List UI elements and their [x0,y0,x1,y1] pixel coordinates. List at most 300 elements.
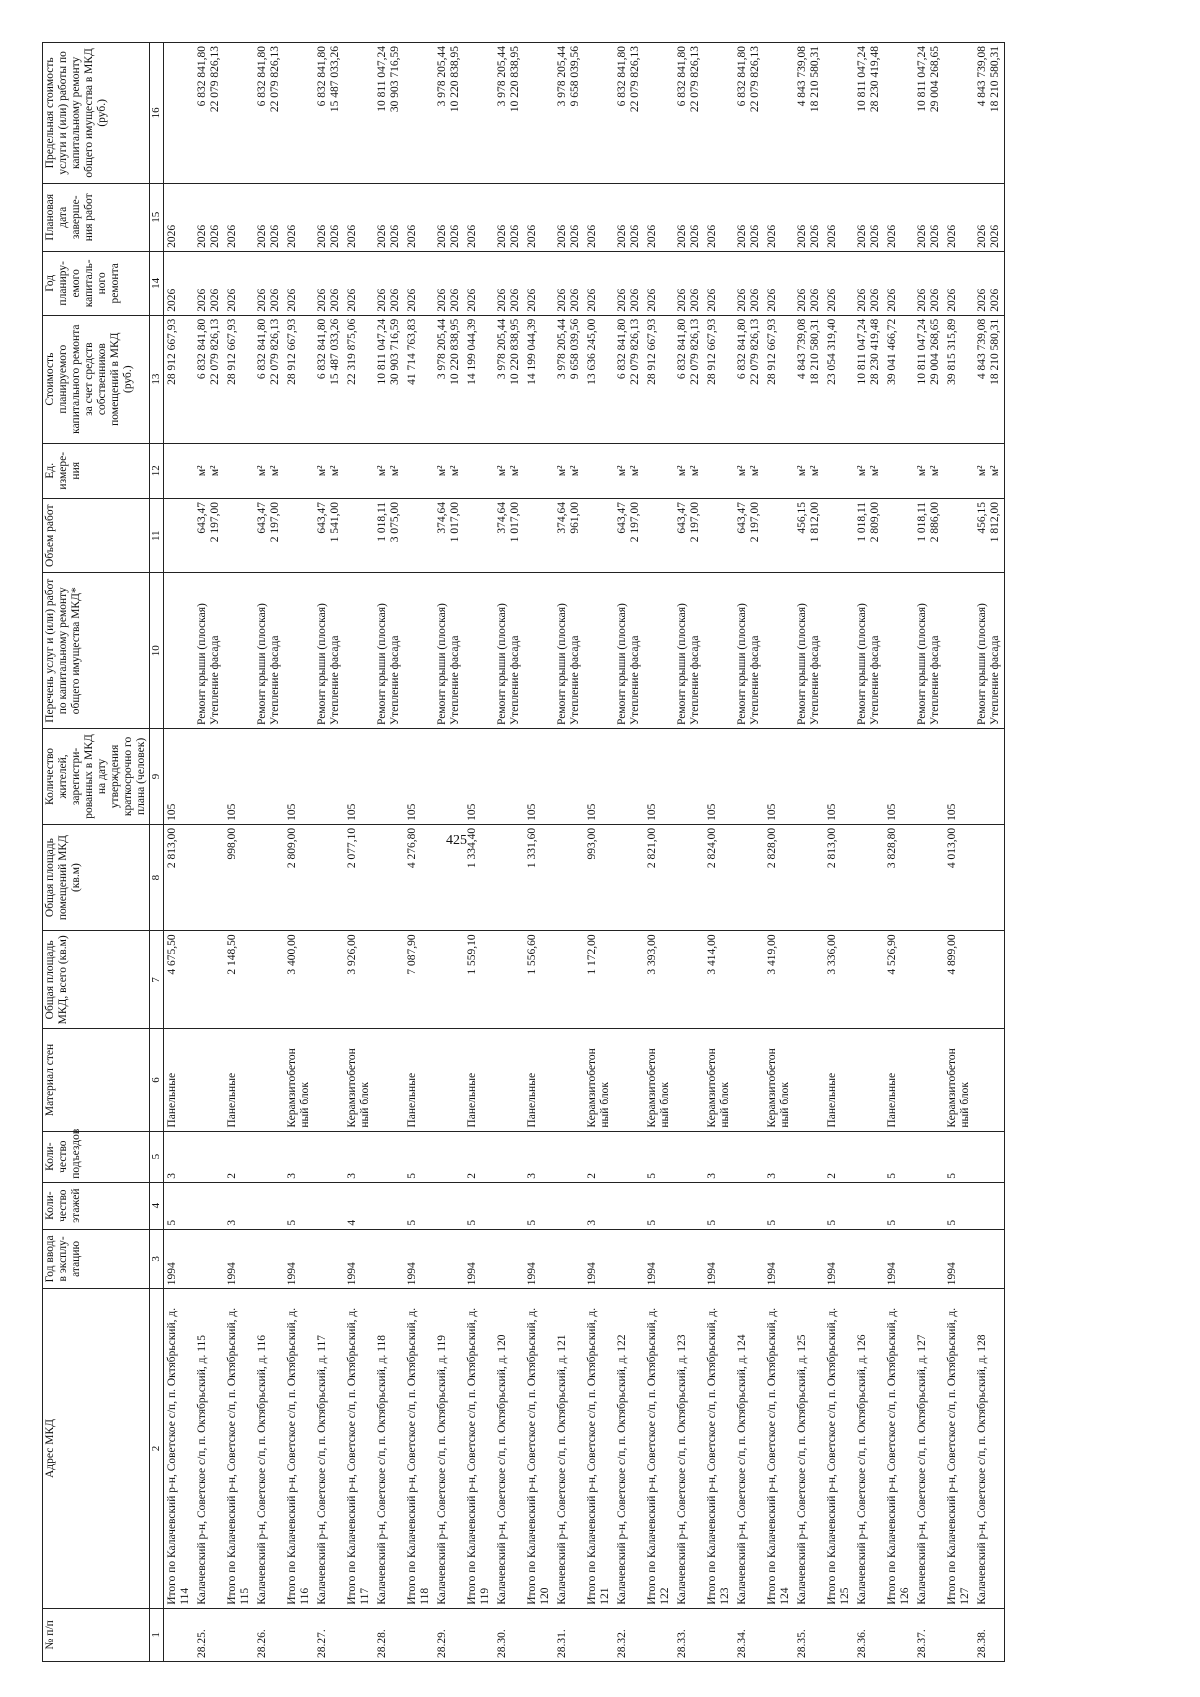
repair-year-line: 2026 [736,288,748,312]
work-volume-line: 1 018,11 [916,501,928,542]
cell-work-volume [374,498,404,573]
cell-repair-year [434,251,464,315]
cell-year-built: 1994 [284,1229,314,1289]
cell-wall-material [974,1029,1005,1131]
completion-date-line: 2026 [689,224,701,248]
cell-repair-year [794,251,824,315]
cell-wall-material [434,1029,464,1131]
table-row [194,43,224,1662]
cell-row-number [944,1608,974,1661]
col-number: 11 [150,498,164,573]
cell-work-volume [824,498,854,573]
cell-max-cost [254,43,284,184]
cell-premises-area: 2 813,00 [824,824,854,931]
completion-date-line: 2026 [196,224,208,248]
cell-premises-area: 2 821,00 [644,824,674,931]
unit-line: м² [989,465,1001,477]
repair-year-line: 2026 [676,288,688,312]
cell-wall-material: Панельные [884,1029,914,1131]
cell-floors: 5 [644,1182,674,1229]
col-header: Материал стен [43,1029,150,1131]
col-number: 9 [150,729,164,825]
cell-work-volume [524,498,554,573]
works-list-line: Ремонт крыши (плоская) [376,603,388,725]
cell-repair-year [464,251,494,315]
max-cost-line: 3 978 205,44 [496,46,508,107]
cell-floors: 5 [404,1182,434,1229]
max-cost-line: 18 210 580,31 [809,46,821,113]
repair-cost-line: 3 978 205,44 [496,318,508,380]
cell-residents: 105 [764,729,794,825]
table-row [164,43,195,1662]
works-list-line: Ремонт крыши (плоская) [736,603,748,725]
cell-row-number: 28.29. [434,1608,464,1661]
cell-completion-date [884,183,914,251]
cell-total-area: 3 926,00 [344,931,374,1029]
works-list-line: Ремонт крыши (плоская) [676,603,688,725]
cell-total-area [194,931,224,1029]
unit-line: м² [556,465,568,477]
cell-total-area: 4 675,50 [164,931,195,1029]
cell-residents [614,729,644,825]
repair-cost-line: 6 832 841,80 [616,318,628,380]
completion-date-line: 2026 [736,224,748,248]
repair-cost-line: 22 079 826,13 [629,318,641,385]
table-row [764,43,794,1662]
max-cost-line: 30 903 716,59 [389,46,401,113]
cell-wall-material [914,1029,944,1131]
cell-floors: 5 [884,1182,914,1229]
repair-cost-line: 22 079 826,13 [689,318,701,385]
cell-address: Итого по Калачевский р-н, Советское с/п, п. Октябрьский, д. 116 [284,1289,314,1609]
repair-cost-line: 6 832 841,80 [736,318,748,380]
cell-wall-material [554,1029,584,1131]
cell-repair-cost [254,315,284,443]
cell-premises-area: 4 013,00 [944,824,974,931]
work-volume-line: 2 809,00 [869,501,881,543]
works-list-line: Утепление фасада [449,635,461,725]
repair-year-line: 2026 [166,288,178,312]
cell-row-number [164,1608,195,1661]
cell-residents [194,729,224,825]
cell-year-built [614,1229,644,1289]
cell-wall-material: Керамзитобетон ный блок [344,1029,374,1131]
col-number: 4 [150,1182,164,1229]
cell-repair-cost [344,315,374,443]
cell-work-volume [164,498,195,573]
cell-year-built: 1994 [464,1229,494,1289]
cell-year-built [974,1229,1005,1289]
cell-floors: 5 [524,1182,554,1229]
cell-row-number: 28.38. [974,1608,1005,1661]
cell-repair-year [164,251,195,315]
cell-wall-material: Керамзитобетон ный блок [284,1029,314,1131]
completion-date-line: 2026 [316,224,328,248]
cell-unit [554,443,584,498]
cell-floors [554,1182,584,1229]
cell-residents [314,729,344,825]
cell-floors: 5 [704,1182,734,1229]
cell-work-volume [644,498,674,573]
max-cost-line: 6 832 841,80 [736,46,748,107]
cell-row-number [824,1608,854,1661]
cell-work-volume [584,498,614,573]
unit-line: м² [749,465,761,477]
cell-premises-area [914,824,944,931]
cell-year-built: 1994 [224,1229,254,1289]
table-row [404,43,434,1662]
completion-date-line: 2026 [989,224,1001,248]
cell-residents [494,729,524,825]
cell-completion-date [254,183,284,251]
cell-works-list [914,573,944,729]
cell-works-list [734,573,764,729]
cell-work-volume [284,498,314,573]
cell-year-built [194,1229,224,1289]
cell-total-area [494,931,524,1029]
repair-year-line: 2026 [766,288,778,312]
cell-work-volume [674,498,704,573]
cell-repair-cost [284,315,314,443]
cell-floors [914,1182,944,1229]
cell-wall-material [794,1029,824,1131]
cell-unit [254,443,284,498]
cell-works-list [854,573,884,729]
cell-address: Итого по Калачевский р-н, Советское с/п, п. Октябрьский, д. 125 [824,1289,854,1609]
unit-line: м² [329,465,341,477]
work-volume-line: 1 018,11 [856,501,868,542]
cell-total-area: 1 172,00 [584,931,614,1029]
works-list-line: Утепление фасада [329,635,341,725]
col-number: 12 [150,443,164,498]
unit-line: м² [509,465,521,477]
cell-floors [374,1182,404,1229]
cell-entrances [974,1131,1005,1182]
cell-unit [374,443,404,498]
cell-wall-material [854,1029,884,1131]
cell-entrances [794,1131,824,1182]
repair-year-line: 2026 [796,288,808,312]
cell-total-area [254,931,284,1029]
repair-cost-line: 3 978 205,44 [436,318,448,380]
repair-year-line: 2026 [376,288,388,312]
cell-year-built: 1994 [704,1229,734,1289]
cell-floors: 5 [164,1182,195,1229]
cell-unit [764,443,794,498]
works-list-line: Ремонт крыши (плоская) [256,603,268,725]
cell-works-list [824,573,854,729]
cell-repair-year [884,251,914,315]
cell-repair-year [554,251,584,315]
cell-completion-date [434,183,464,251]
cell-year-built [314,1229,344,1289]
repair-year-line: 2026 [749,288,761,312]
repair-cost-line: 13 636 245,00 [586,318,598,385]
cell-repair-cost [224,315,254,443]
cell-residents [854,729,884,825]
cell-total-area [734,931,764,1029]
cell-year-built: 1994 [884,1229,914,1289]
cell-address: Итого по Калачевский р-н, Советское с/п, п. Октябрьский, д. 123 [704,1289,734,1609]
cell-row-number: 28.25. [194,1608,224,1661]
cell-work-volume [224,498,254,573]
cell-unit [284,443,314,498]
repair-cost-line: 39 815 315,89 [946,318,958,385]
cell-wall-material: Керамзитобетон ный блок [584,1029,614,1131]
works-list-line: Ремонт крыши (плоская) [616,603,628,725]
cell-work-volume [194,498,224,573]
repair-year-line: 2026 [496,288,508,312]
completion-date-line: 2026 [286,224,298,248]
cell-repair-year [524,251,554,315]
cell-wall-material [734,1029,764,1131]
cell-repair-year [734,251,764,315]
cell-floors [674,1182,704,1229]
cell-premises-area [254,824,284,931]
cell-unit [614,443,644,498]
cell-total-area: 3 419,00 [764,931,794,1029]
max-cost-line: 6 832 841,80 [616,46,628,107]
repair-year-line: 2026 [646,288,658,312]
cell-completion-date [164,183,195,251]
max-cost-line: 22 079 826,13 [209,46,221,113]
cell-address: Калачевский р-н, Советское с/п, п. Октябрьский, д. 127 [914,1289,944,1609]
cell-row-number [524,1608,554,1661]
unit-line: м² [436,465,448,477]
cell-address: Калачевский р-н, Советское с/п, п. Октябрьский, д. 120 [494,1289,524,1609]
page-number: 425 [446,833,467,848]
cell-works-list [644,573,674,729]
cell-max-cost [824,43,854,184]
cell-premises-area [434,824,464,931]
work-volume-line: 643,47 [616,501,628,534]
cell-premises-area: 1 331,60 [524,824,554,931]
cell-work-volume [974,498,1005,573]
cell-unit [404,443,434,498]
unit-line: м² [809,465,821,477]
cell-entrances [854,1131,884,1182]
repair-cost-line: 29 004 268,65 [929,318,941,385]
repair-year-line: 2026 [329,288,341,312]
cell-total-area: 4 526,90 [884,931,914,1029]
cell-wall-material: Панельные [164,1029,195,1131]
completion-date-line: 2026 [166,224,178,248]
table-header-row [43,43,150,1662]
cell-row-number: 28.33. [674,1608,704,1661]
cell-repair-cost [614,315,644,443]
table-row [344,43,374,1662]
works-list-line: Ремонт крыши (плоская) [976,603,988,725]
cell-max-cost [794,43,824,184]
cell-year-built: 1994 [944,1229,974,1289]
repair-cost-line: 10 220 838,95 [449,318,461,385]
unit-line: м² [796,465,808,477]
cell-work-volume [314,498,344,573]
cell-entrances [314,1131,344,1182]
cell-wall-material: Панельные [404,1029,434,1131]
work-volume-line: 374,64 [436,501,448,534]
completion-date-line: 2026 [466,224,478,248]
unit-line: м² [916,465,928,477]
cell-year-built: 1994 [824,1229,854,1289]
cell-works-list [944,573,974,729]
cell-unit [194,443,224,498]
cell-address: Калачевский р-н, Советское с/п, п. Октябрьский, д. 116 [254,1289,284,1609]
cell-works-list [434,573,464,729]
cell-floors [734,1182,764,1229]
cell-max-cost [194,43,224,184]
cell-floors [974,1182,1005,1229]
unit-line: м² [269,465,281,477]
cell-entrances: 3 [524,1131,554,1182]
cell-residents: 105 [884,729,914,825]
repair-year-line: 2026 [256,288,268,312]
cell-unit [704,443,734,498]
repair-cost-line: 22 079 826,13 [269,318,281,385]
cell-entrances: 3 [764,1131,794,1182]
cell-unit [884,443,914,498]
cell-total-area [554,931,584,1029]
repair-cost-line: 22 319 875,06 [346,318,358,385]
cell-repair-year [824,251,854,315]
cell-total-area [974,931,1005,1029]
cell-repair-year [974,251,1005,315]
cell-repair-cost [854,315,884,443]
work-volume-line: 374,64 [496,501,508,534]
cell-repair-year [944,251,974,315]
cell-entrances: 2 [464,1131,494,1182]
table-row [224,43,254,1662]
cell-address: Калачевский р-н, Советское с/п, п. Октябрьский, д. 122 [614,1289,644,1609]
cell-works-list [764,573,794,729]
works-list-line: Ремонт крыши (плоская) [436,603,448,725]
cell-work-volume [614,498,644,573]
max-cost-line: 3 978 205,44 [436,46,448,107]
works-list-line: Ремонт крыши (плоская) [196,603,208,725]
cell-row-number: 28.35. [794,1608,824,1661]
cell-repair-cost [884,315,914,443]
cell-work-volume [344,498,374,573]
cell-completion-date [764,183,794,251]
cell-completion-date [494,183,524,251]
completion-date-line: 2026 [946,224,958,248]
works-list-line: Утепление фасада [929,635,941,725]
cell-residents [434,729,464,825]
repair-year-line: 2026 [316,288,328,312]
work-volume-line: 1 017,00 [509,501,521,543]
cell-residents: 105 [704,729,734,825]
cell-floors: 5 [944,1182,974,1229]
unit-line: м² [869,465,881,477]
cell-wall-material: Керамзитобетон ный блок [644,1029,674,1131]
repair-year-line: 2026 [946,288,958,312]
table-row [914,43,944,1662]
repair-cost-line: 39 041 466,72 [886,318,898,385]
repair-cost-line: 28 912 667,93 [646,318,658,385]
completion-date-line: 2026 [269,224,281,248]
repair-cost-line: 23 054 319,40 [826,318,838,385]
max-cost-line: 10 220 838,95 [449,46,461,113]
max-cost-line: 15 487 033,26 [329,46,341,113]
completion-date-line: 2026 [526,224,538,248]
cell-premises-area: 2 828,00 [764,824,794,931]
cell-premises-area: 2 809,00 [284,824,314,931]
work-volume-line: 2 197,00 [689,501,701,543]
cell-row-number [644,1608,674,1661]
repair-year-line: 2026 [689,288,701,312]
table-body [164,43,1005,1662]
cell-wall-material: Керамзитобетон ный блок [704,1029,734,1131]
work-volume-line: 2 197,00 [629,501,641,543]
repair-year-line: 2026 [286,288,298,312]
cell-wall-material: Панельные [224,1029,254,1131]
cell-row-number: 28.27. [314,1608,344,1661]
table-row [284,43,314,1662]
cell-repair-cost [734,315,764,443]
cell-repair-year [584,251,614,315]
col-number: 6 [150,1029,164,1131]
work-volume-line: 643,47 [196,501,208,534]
repair-cost-line: 15 487 033,26 [329,318,341,385]
cell-max-cost [914,43,944,184]
cell-work-volume [794,498,824,573]
repair-year-line: 2026 [209,288,221,312]
repair-cost-line: 6 832 841,80 [256,318,268,380]
cell-address: Калачевский р-н, Советское с/п, п. Октябрьский, д. 117 [314,1289,344,1609]
cell-floors: 5 [284,1182,314,1229]
cell-completion-date [794,183,824,251]
completion-date-line: 2026 [449,224,461,248]
max-cost-line: 4 843 739,08 [976,46,988,107]
cell-entrances [614,1131,644,1182]
cell-residents [974,729,1005,825]
cell-completion-date [644,183,674,251]
col-number: 14 [150,251,164,315]
completion-date-line: 2026 [676,224,688,248]
cell-repair-year [194,251,224,315]
cell-repair-cost [794,315,824,443]
work-volume-line: 1 018,11 [376,501,388,542]
cell-entrances: 3 [164,1131,195,1182]
cell-floors [614,1182,644,1229]
works-list-line: Ремонт крыши (плоская) [796,603,808,725]
cell-works-list [404,573,434,729]
cell-row-number [764,1608,794,1661]
cell-row-number: 28.28. [374,1608,404,1661]
unit-line: м² [676,465,688,477]
cell-premises-area: 2 824,00 [704,824,734,931]
col-header: Предельная стоимость услуги и (или) работы по капитальному ремонту общего имущества в МКД (руб.) [43,43,150,184]
cell-unit [794,443,824,498]
cell-unit [944,443,974,498]
col-number: 10 [150,573,164,729]
cell-total-area [794,931,824,1029]
cell-entrances [674,1131,704,1182]
table-row [794,43,824,1662]
max-cost-line: 4 843 739,08 [796,46,808,107]
cell-max-cost [704,43,734,184]
repair-cost-line: 18 210 580,31 [989,318,1001,385]
cell-repair-cost [674,315,704,443]
cell-max-cost [494,43,524,184]
completion-date-line: 2026 [646,224,658,248]
cell-max-cost [734,43,764,184]
work-volume-line: 1 812,00 [989,501,1001,543]
repair-cost-line: 4 843 739,08 [796,318,808,380]
completion-date-line: 2026 [376,224,388,248]
col-header: Количество жителей, зарегистри-рованных в МКД на дату утверждения краткосрочно го плана (человек) [43,729,150,825]
cell-residents: 105 [344,729,374,825]
